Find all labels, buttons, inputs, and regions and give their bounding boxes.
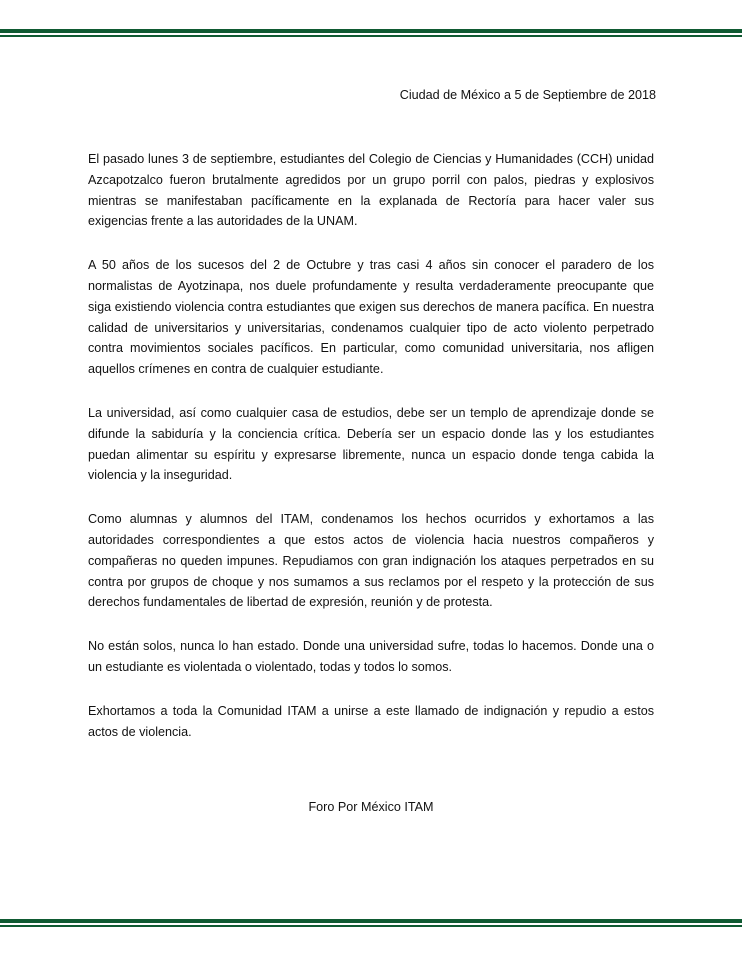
- paragraph-1: El pasado lunes 3 de septiembre, estudiantes del Colegio de Ciencias y Humanidades (CCH) unidad Azcapotzalco fueron brutalmente agredidos por un grupo porril con palos, piedras y explosivos mientras se manifestaban pacíficamente en la explanada de Rectoría para hacer valer sus exigencias frente a las autoridades de la UNAM.: [88, 152, 654, 229]
- paragraph-2: A 50 años de los sucesos del 2 de Octubre y tras casi 4 años sin conocer el paradero de los normalistas de Ayotzinapa, nos duele profundamente y resulta verdaderamente preocupante que siga existiendo violencia contra estudiantes que exigen sus derechos de manera pacífica. En nuestra calidad de universitarios y universitarias, condenamos cualquier tipo de acto violento perpetrado contra movimientos sociales pacíficos. En particular, como comunidad universitaria, nos afligen aquellos crímenes en contra de cualquier estudiante.: [88, 258, 654, 377]
- paragraph-4: Como alumnas y alumnos del ITAM, condenamos los hechos ocurridos y exhortamos a las autoridades correspondientes a que estos actos de violencia hacia nuestros compañeros y compañeras no queden impunes. Repudiamos con gran indignación los ataques perpetrados en su contra por grupos de choque y nos sumamos a sus reclamos por el respeto y la protección de sus derechos fundamentales de libertad de expresión, reunión y de protesta.: [88, 512, 654, 610]
- top-border-rule: [0, 29, 742, 39]
- bottom-border-thick-line: [0, 919, 742, 923]
- bottom-border-rule: [0, 919, 742, 929]
- top-border-thin-line: [0, 35, 742, 37]
- date-line: Ciudad de México a 5 de Septiembre de 2018: [399, 88, 656, 102]
- bottom-border-thin-line: [0, 925, 742, 927]
- paragraph-6: Exhortamos a toda la Comunidad ITAM a unirse a este llamado de indignación y repudio a estos actos de violencia.: [88, 703, 654, 739]
- paragraph-3: La universidad, así como cualquier casa de estudios, debe ser un templo de aprendizaje donde se difunde la sabiduría y la conciencia crítica. Debería ser un espacio donde las y los estudiantes puedan alimentar su espíritu y expresarse libremente, nunca un espacio donde tenga cabida la violencia y la inseguridad.: [88, 405, 654, 483]
- signature: Foro Por México ITAM: [308, 800, 434, 814]
- paragraph-5: No están solos, nunca lo han estado. Donde una universidad sufre, todas lo hacemos. Donde una o un estudiante es violentada o violentado, todas y todos lo somos.: [88, 639, 654, 674]
- top-border-thick-line: [0, 29, 742, 33]
- letter-body: [88, 149, 654, 765]
